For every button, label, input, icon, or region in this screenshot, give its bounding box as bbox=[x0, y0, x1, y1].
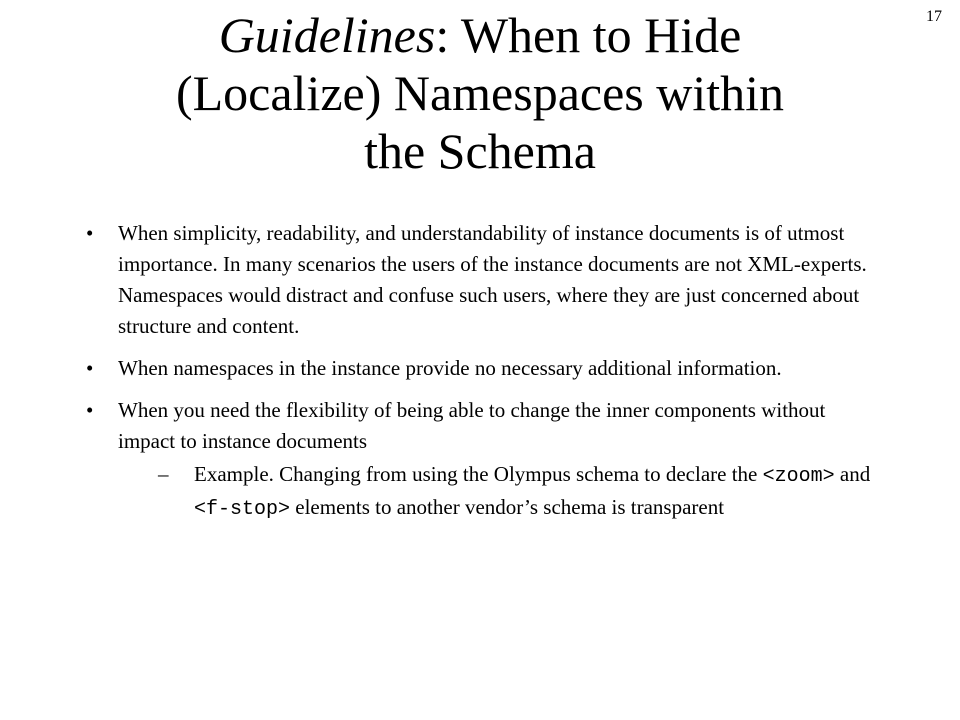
code-fstop-element: <f-stop> bbox=[194, 498, 291, 521]
bullet-marker: • bbox=[86, 398, 94, 422]
code-zoom-element: <zoom> bbox=[762, 465, 835, 488]
title-italic-part: Guidelines bbox=[218, 7, 436, 63]
bullet-text: When you need the flexibility of being able to change the inner components without impact to instance documents bbox=[118, 398, 826, 453]
bullet-item bbox=[86, 353, 886, 384]
bullet-item bbox=[86, 218, 886, 342]
sub-bullet-text-after: elements to another vendor’s schema is transparent bbox=[290, 495, 725, 519]
sub-bullet-marker: – bbox=[158, 462, 169, 486]
title-line2: (Localize) Namespaces within bbox=[175, 65, 785, 121]
sub-bullet-text-mid: and bbox=[834, 462, 871, 486]
sub-bullet-item bbox=[118, 459, 886, 525]
slide-content bbox=[86, 218, 886, 536]
slide-number: 17 bbox=[926, 8, 942, 25]
bullet-item bbox=[86, 395, 886, 525]
bullet-text: When simplicity, readability, and understandability of instance documents is of utmost importance. In many scenarios the users of the instance documents are not XML-experts. Namespaces would distract and confuse such users, where they are just concerned about structure and content. bbox=[118, 221, 867, 338]
bullet-marker: • bbox=[86, 221, 94, 245]
bullet-text: When namespaces in the instance provide no necessary additional information. bbox=[118, 356, 782, 380]
title-line3: the Schema bbox=[364, 123, 596, 179]
slide-title bbox=[80, 6, 880, 180]
title-line1-rest: : When to Hide bbox=[435, 7, 742, 63]
sub-bullet-text-before: Example. Changing from using the Olympus schema to declare the bbox=[194, 462, 763, 486]
bullet-marker: • bbox=[86, 356, 94, 380]
